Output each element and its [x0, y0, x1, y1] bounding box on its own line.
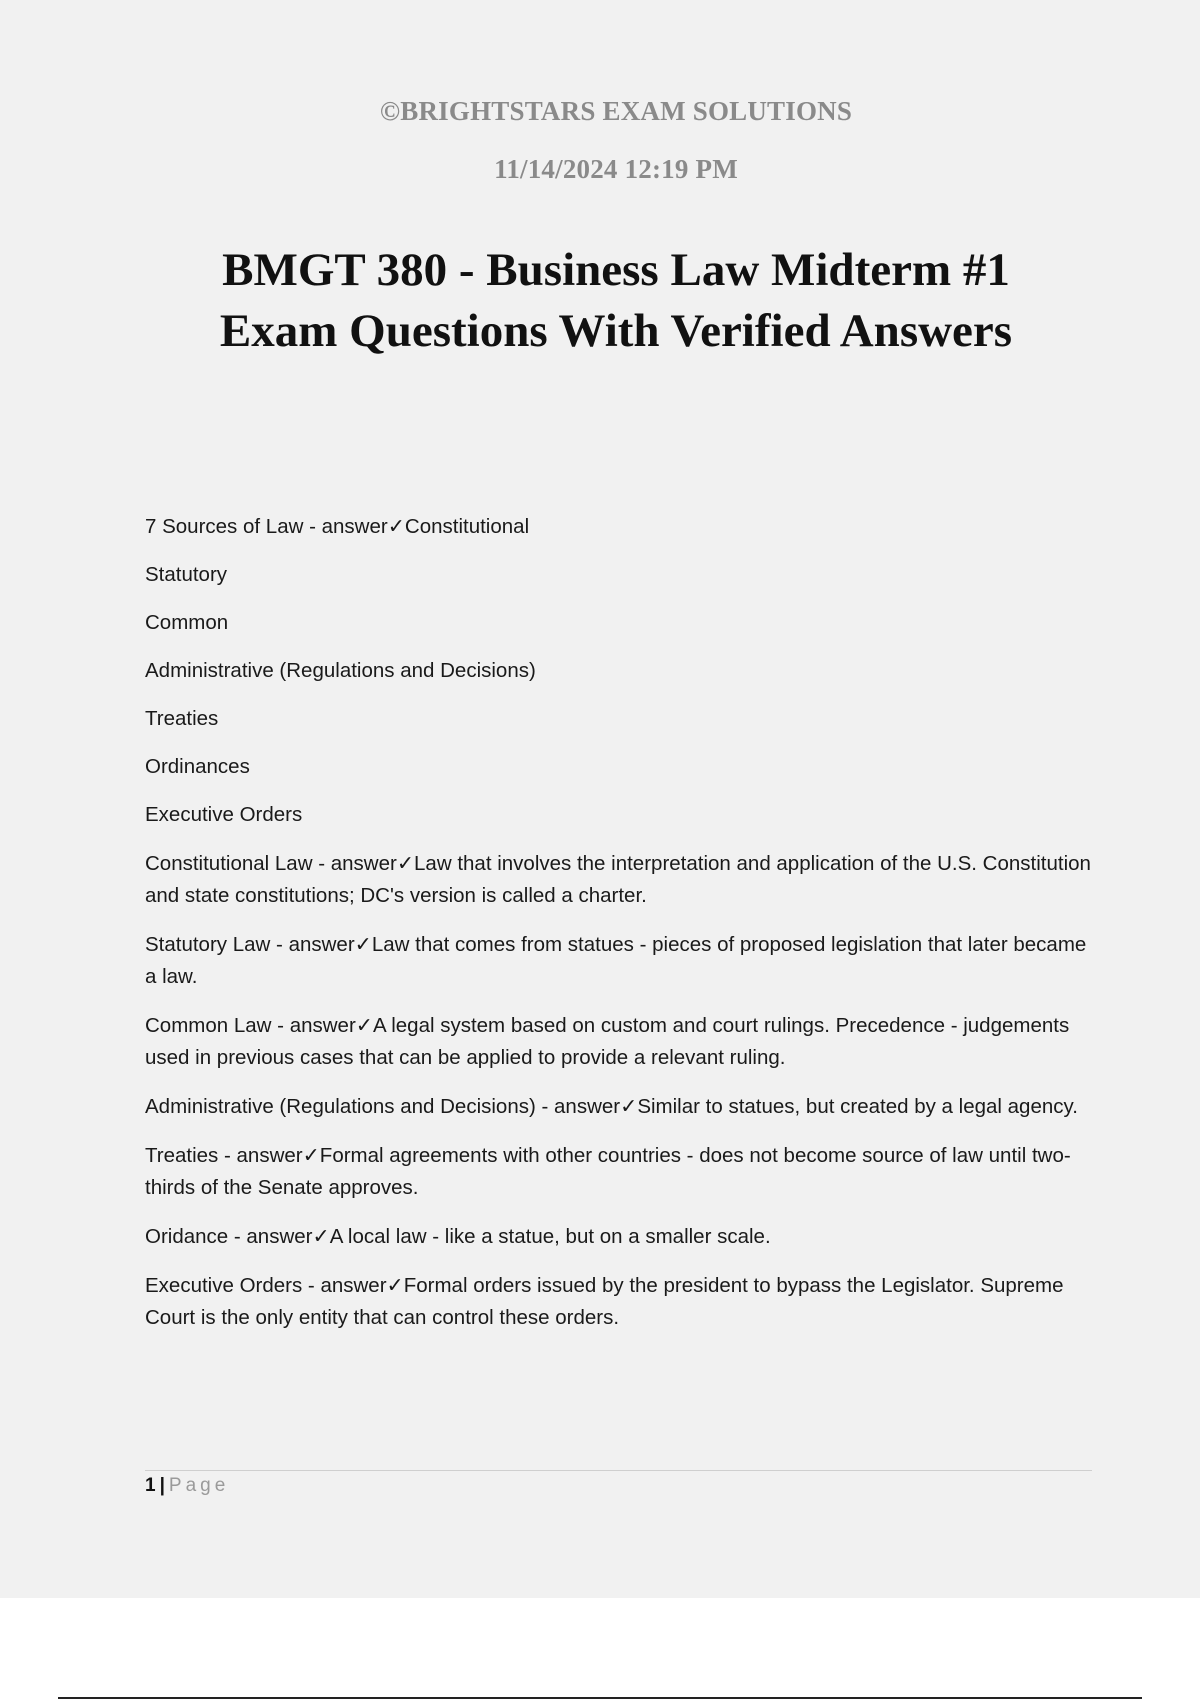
answer-marker: answer: [246, 1225, 313, 1248]
question-text: Oridance: [145, 1225, 229, 1248]
check-icon: ✓: [620, 1094, 638, 1118]
answer-text: Formal orders issued by the president to bypass the Legislator. Supreme Court is the only entity that can control these orders.: [145, 1274, 1064, 1329]
answer-marker: answer: [321, 515, 388, 538]
answer-text: Similar to statues, but created by a legal agency.: [637, 1095, 1078, 1118]
question-text: 7 Sources of Law: [145, 515, 304, 538]
check-icon: ✓: [396, 851, 415, 875]
list-item: Ordinances: [145, 755, 250, 778]
qa-entry: Statutory Law - answer✓Law that comes from statues - pieces of proposed legislation that later became a law.: [145, 932, 1087, 988]
answer-marker: answer: [554, 1095, 621, 1118]
answer-text: A local law - like a statue, but on a smaller scale.: [329, 1225, 771, 1248]
page-number: 1: [145, 1475, 156, 1496]
check-icon: ✓: [387, 514, 405, 538]
answer-marker: answer: [320, 1274, 387, 1297]
answer-text: Formal agreements with other countries - does not become source of law until two-thirds of the Senate approves.: [145, 1144, 1071, 1199]
check-icon: ✓: [302, 1143, 320, 1167]
question-text: Common Law: [145, 1014, 272, 1037]
title-line-1: BMGT 380 - Business Law Midterm #1: [222, 244, 1010, 296]
answer-marker: answer: [288, 933, 355, 956]
question-text: Constitutional Law: [145, 852, 313, 875]
page-label: Page: [168, 1475, 230, 1496]
question-text: Executive Orders: [145, 1274, 303, 1297]
bottom-divider: [58, 1697, 1142, 1699]
answer-text: Law that comes from statues - pieces of proposed legislation that later became a law.: [145, 933, 1087, 988]
title-line-2: Exam Questions With Verified Answers: [219, 305, 1013, 357]
qa-entry: Constitutional Law - answer✓Law that involves the interpretation and application of the U.S. Constitution and state constitutions; DC's version is called a charter.: [145, 851, 1091, 907]
check-icon: ✓: [312, 1224, 330, 1248]
question-text: Statutory Law: [145, 933, 271, 956]
qa-entry: Executive Orders - answer✓Formal orders issued by the president to bypass the Legislator. Supreme Court is the only entity that can control these orders.: [145, 1273, 1064, 1329]
check-icon: ✓: [386, 1273, 404, 1297]
list-item: Administrative (Regulations and Decisions): [145, 659, 536, 682]
answer-marker: answer: [236, 1144, 303, 1167]
document-title: [0, 240, 1200, 362]
qa-entry: Oridance - answer✓A local law - like a statue, but on a smaller scale.: [145, 1224, 771, 1248]
qa-list: [145, 510, 1095, 1350]
check-icon: ✓: [354, 932, 372, 956]
answer-marker: answer: [330, 852, 397, 875]
watermark-brand: ©BRIGHTSTARS EXAM SOLUTIONS: [379, 96, 853, 126]
footer-separator: |: [159, 1475, 165, 1496]
qa-entry: Administrative (Regulations and Decisions) - answer✓Similar to statues, but created by a legal agency.: [145, 1094, 1078, 1118]
qa-entry: Treaties - answer✓Formal agreements with other countries - does not become source of law until two-thirds of the Senate approves.: [145, 1143, 1071, 1199]
qa-entry: Common Law - answer✓A legal system based on custom and court rulings. Precedence - judgements used in previous cases that can be applied to provide a relevant ruling.: [145, 1013, 1070, 1069]
list-item: Statutory: [145, 563, 228, 586]
list-item: Treaties: [145, 707, 219, 730]
answer-text: A legal system based on custom and court rulings. Precedence - judgements used in previous cases that can be applied to provide a relevant ruling.: [145, 1014, 1070, 1069]
answer-marker: answer: [289, 1014, 356, 1037]
answer-text: Constitutional: [404, 515, 530, 538]
check-icon: ✓: [355, 1013, 373, 1037]
list-item: Common: [145, 611, 229, 634]
watermark-datetime: 11/14/2024 12:19 PM: [494, 154, 738, 184]
answer-text: Law that involves the interpretation and application of the U.S. Constitution and state constitutions; DC's version is called a charter.: [145, 852, 1091, 907]
qa-entry: 7 Sources of Law - answer✓Constitutional: [145, 514, 530, 538]
list-item: Executive Orders: [145, 803, 303, 826]
question-text: Treaties: [145, 1144, 219, 1167]
page-footer: [145, 1470, 1092, 1497]
question-text: Administrative (Regulations and Decisions): [145, 1095, 536, 1118]
